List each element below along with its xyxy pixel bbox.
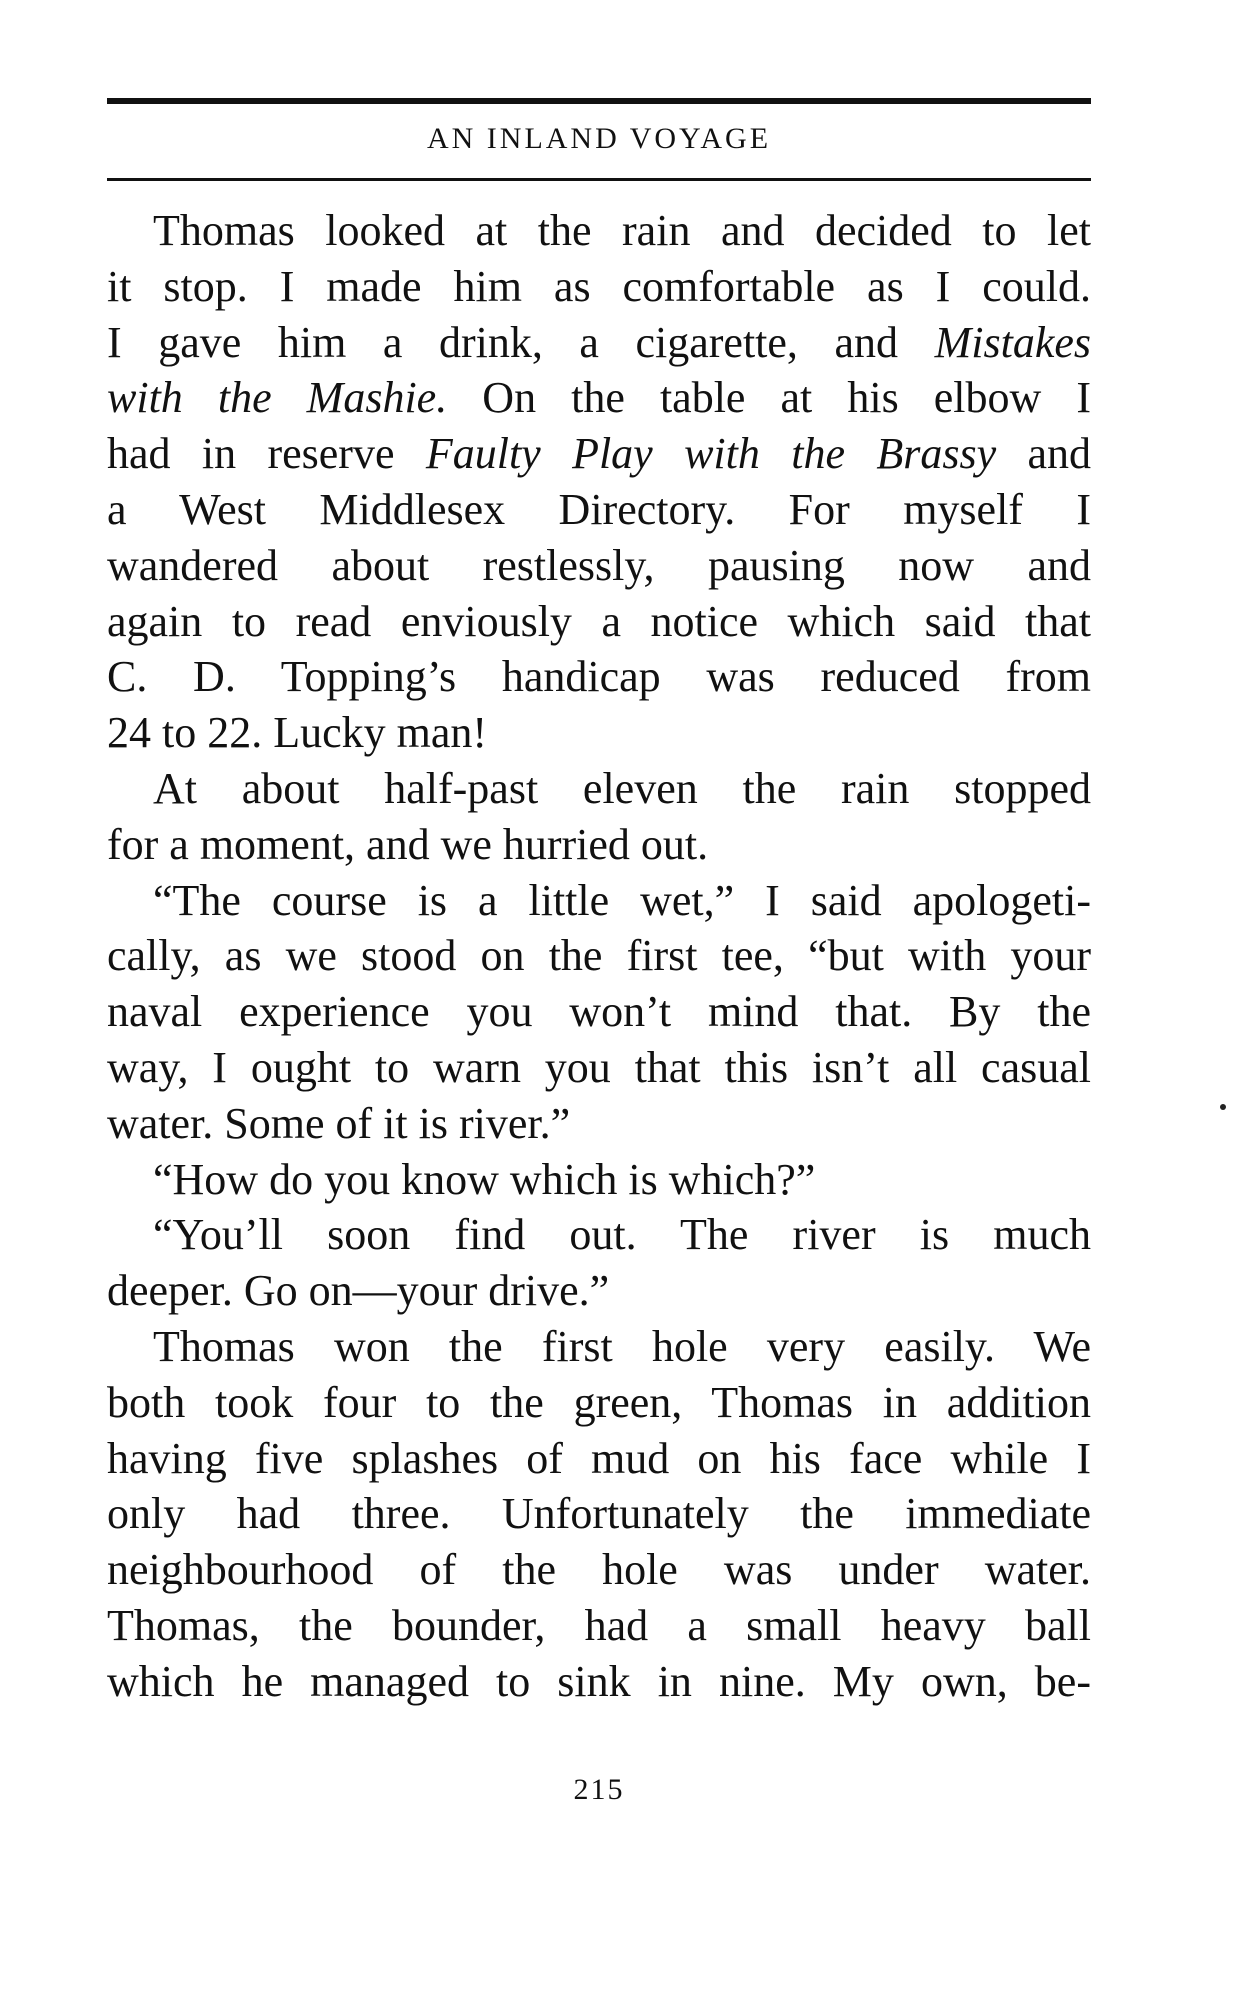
paragraph-3 [107,873,1091,1152]
header-rule-bottom [107,178,1091,181]
text-line: At about half-past eleven the rain stopped [153,763,1091,813]
paragraph-5 [107,1207,1091,1319]
text-line: both took four to the green, Thomas in addition [107,1377,1091,1427]
book-title-italic: Faulty Play with the Brassy [425,429,997,479]
text-line [107,315,1091,371]
text-line: for a moment, and we hurried out. [107,819,709,869]
text-line: Thomas won the first hole very easily. We [153,1321,1091,1371]
text-line: it stop. I made him as comfortable as I could. [107,261,1091,311]
text-line: a West Middlesex Directory. For myself I [107,484,1091,534]
paragraph-4 [107,1152,1091,1208]
text-run: I gave him a drink, a cigarette, and [107,317,899,367]
text-line [107,370,1091,426]
text-line: which he managed to sink in nine. My own, be- [107,1656,1091,1706]
text-line: 24 to 22. Lucky man! [107,708,488,758]
text-line: cally, as we stood on the first tee, “but with your [107,931,1091,981]
book-title-italic: Mistakes [934,317,1092,367]
text-line: C. D. Topping’s handicap was reduced from [107,652,1091,702]
text-line: naval experience you won’t mind that. By the [107,987,1091,1037]
text-line: wandered about restlessly, pausing now and [107,540,1091,590]
text-line: water. Some of it is river.” [107,1098,571,1148]
paragraph-6 [107,1319,1091,1710]
text-line: way, I ought to warn you that this isn’t all casual [107,1042,1091,1092]
running-head: AN INLAND VOYAGE [426,122,772,155]
text-line: neighbourhood of the hole was under water. [107,1545,1091,1595]
paragraph-1 [107,203,1091,761]
text-line: deeper. Go on—your drive.” [107,1266,610,1316]
text-run: On the table at his elbow I [482,373,1092,423]
text-line: Thomas, the bounder, had a small heavy ball [107,1600,1091,1650]
text-line: “The course is a little wet,” I said apologeti- [153,875,1091,925]
body-text [107,203,1091,1710]
header-rule-top [107,98,1091,104]
text-line: only had three. Unfortunately the immediate [107,1489,1091,1539]
text-line: Thomas looked at the rain and decided to let [153,206,1091,255]
text-line: “How do you know which is which?” [153,1154,816,1204]
page-number: 215 [573,1773,625,1806]
text-run: had in reserve [107,429,395,479]
text-line [107,426,1091,482]
text-line: having five splashes of mud on his face while I [107,1433,1091,1483]
book-title-italic: with the Mashie. [107,373,448,423]
text-line: “You’ll soon find out. The river is much [153,1210,1091,1260]
text-run: and [1027,429,1091,479]
text-line: again to read enviously a notice which said that [107,596,1091,646]
margin-speck [1220,1104,1226,1110]
paragraph-2 [107,761,1091,873]
